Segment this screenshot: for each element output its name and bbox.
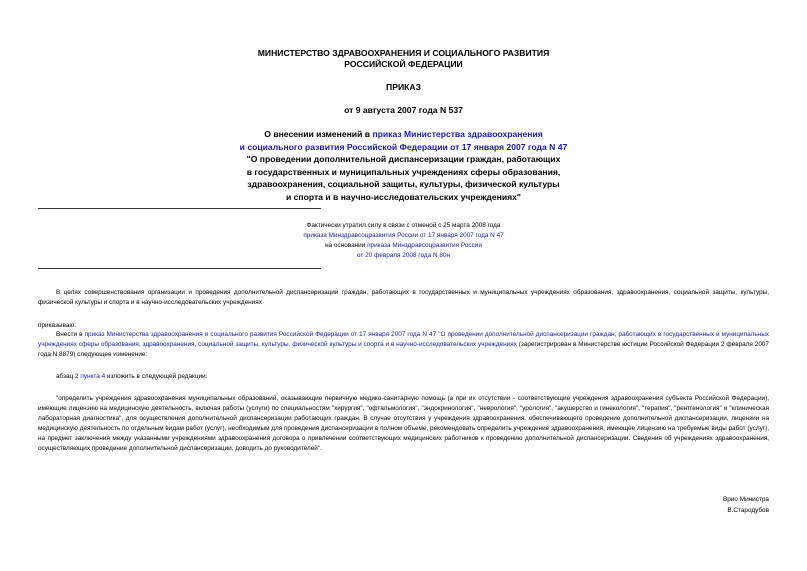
title-line-1 (0, 128, 807, 141)
clause-link[interactable]: пункта 4 (80, 373, 106, 380)
amendment-prefix: Внести в (56, 331, 85, 338)
ministry-name-line1: МИНИСТЕРСТВО ЗДРАВООХРАНЕНИЯ И СОЦИАЛЬНОГО РАЗВИТИЯ (257, 48, 550, 58)
divider-bottom (38, 268, 321, 269)
status-note-prefix: на основании (325, 242, 368, 249)
status-note-link-2[interactable]: приказа Минздравсоцразвития России (367, 242, 482, 249)
title-line-4: в государственных и муниципальных учреждениях сферы образования, (246, 166, 561, 177)
signature-name: В.Стародубов (727, 507, 769, 514)
ministry-name-line2: РОССИЙСКОЙ ФЕДЕРАЦИИ (344, 59, 463, 69)
signature-position: Врио Министра (723, 496, 769, 503)
document-type: ПРИКАЗ (386, 82, 421, 92)
clause-paragraph (56, 372, 207, 382)
title-order-link[interactable]: приказ Министерства здравоохранения (372, 129, 543, 139)
status-note-link-1[interactable]: приказа Минздравсоцразвития России от 17 января 2007 года N 47 (303, 232, 504, 239)
title-line-6: и спорта и в научно-исследовательских учреждениях" (285, 191, 522, 202)
status-note-line1: Фактически утратил силу в связи с отменой с 25 марта 2008 года (306, 222, 501, 229)
divider-top (38, 208, 321, 209)
order-word: приказываю: (38, 322, 76, 329)
amended-order-link[interactable]: приказ Министерства здравоохранения и социального развития Российской Федерации от 17 января 2007 года N 47 "О проведении дополнительной диспансеризации граждан, работающих в государственных и муниципальных учреждениях сферы образования, здравоохранения, социальной защиты, культуры, физической культуры и спорта и в научно-исследовательских учреждениях (38, 331, 769, 348)
clause-prefix: абзац 2 (56, 373, 81, 380)
quoted-text-paragraph: "определить учреждения здравоохранения муниципальных образований, оказывающие первичную медико-санитарную помощь (а при их отсутствии - соответствующие учреждения здравоохранения субъекта Российской Федерации), имеющие лицензию на медицинскую деятельность, включая работы (услуги) по специальностям "хирургия", "офтальмология", "эндокринология", "неврология", "урология", "акушерство и гинекология", "терапия", "рентгенология" и "клиническая лабораторная диагностика", для осуществления дополнительной диспансеризации работающих граждан. В случае отсутствия у учреждения здравоохранения, обеспечивающего проведение дополнительной диспансеризации, лицензии на медицинскую деятельность по отдельным видам работ (услуг), необходимым для проведения диспансеризации в полном объеме, рекомендовать определить учреждение здравоохранения, имеющее лицензию на требуемые виды работ (услуг), на предмет заключения между указанными учреждениями здравоохранения договора о привлечении соответствующих медицинских работников к проведению дополнительной диспансеризации. Сведения об учреждениях здравоохранения, осуществляющих проведение дополнительной диспансеризации, доводить до руководителей". (38, 395, 769, 452)
intro-paragraph: В целях совершенствования организации и проведения дополнительной диспансеризации граждан, работающих в государственных и муниципальных учреждениях образования, здравоохранения, социальной защиты, культуры, физической культуры и спорта и в научно-исследовательских учреждениях (38, 289, 769, 306)
title-line-3: "О проведении дополнительной диспансеризации граждан, работающих (246, 154, 561, 164)
document-date-number: от 9 августа 2007 года N 537 (344, 105, 463, 115)
status-note-link-3[interactable]: от 20 февраля 2008 года N 80н (357, 252, 450, 259)
title-line-5: здравоохранения, социальной защиты, культуры, физической культуры (247, 179, 560, 189)
clause-suffix: изложить в следующей редакции: (105, 373, 208, 380)
amendment-paragraph (38, 330, 769, 360)
amendment-suffix: (зарегистрирован в Министерстве юстиции Российской Федерации 2 февраля 2007 года N 8879) следующее изменение: (38, 341, 769, 358)
status-note-line3 (0, 241, 807, 251)
title-prefix: О внесении изменений в (264, 129, 373, 139)
title-line-2[interactable]: и социального развития Российской Федерации от 17 января 2007 года N 47 (239, 141, 568, 152)
